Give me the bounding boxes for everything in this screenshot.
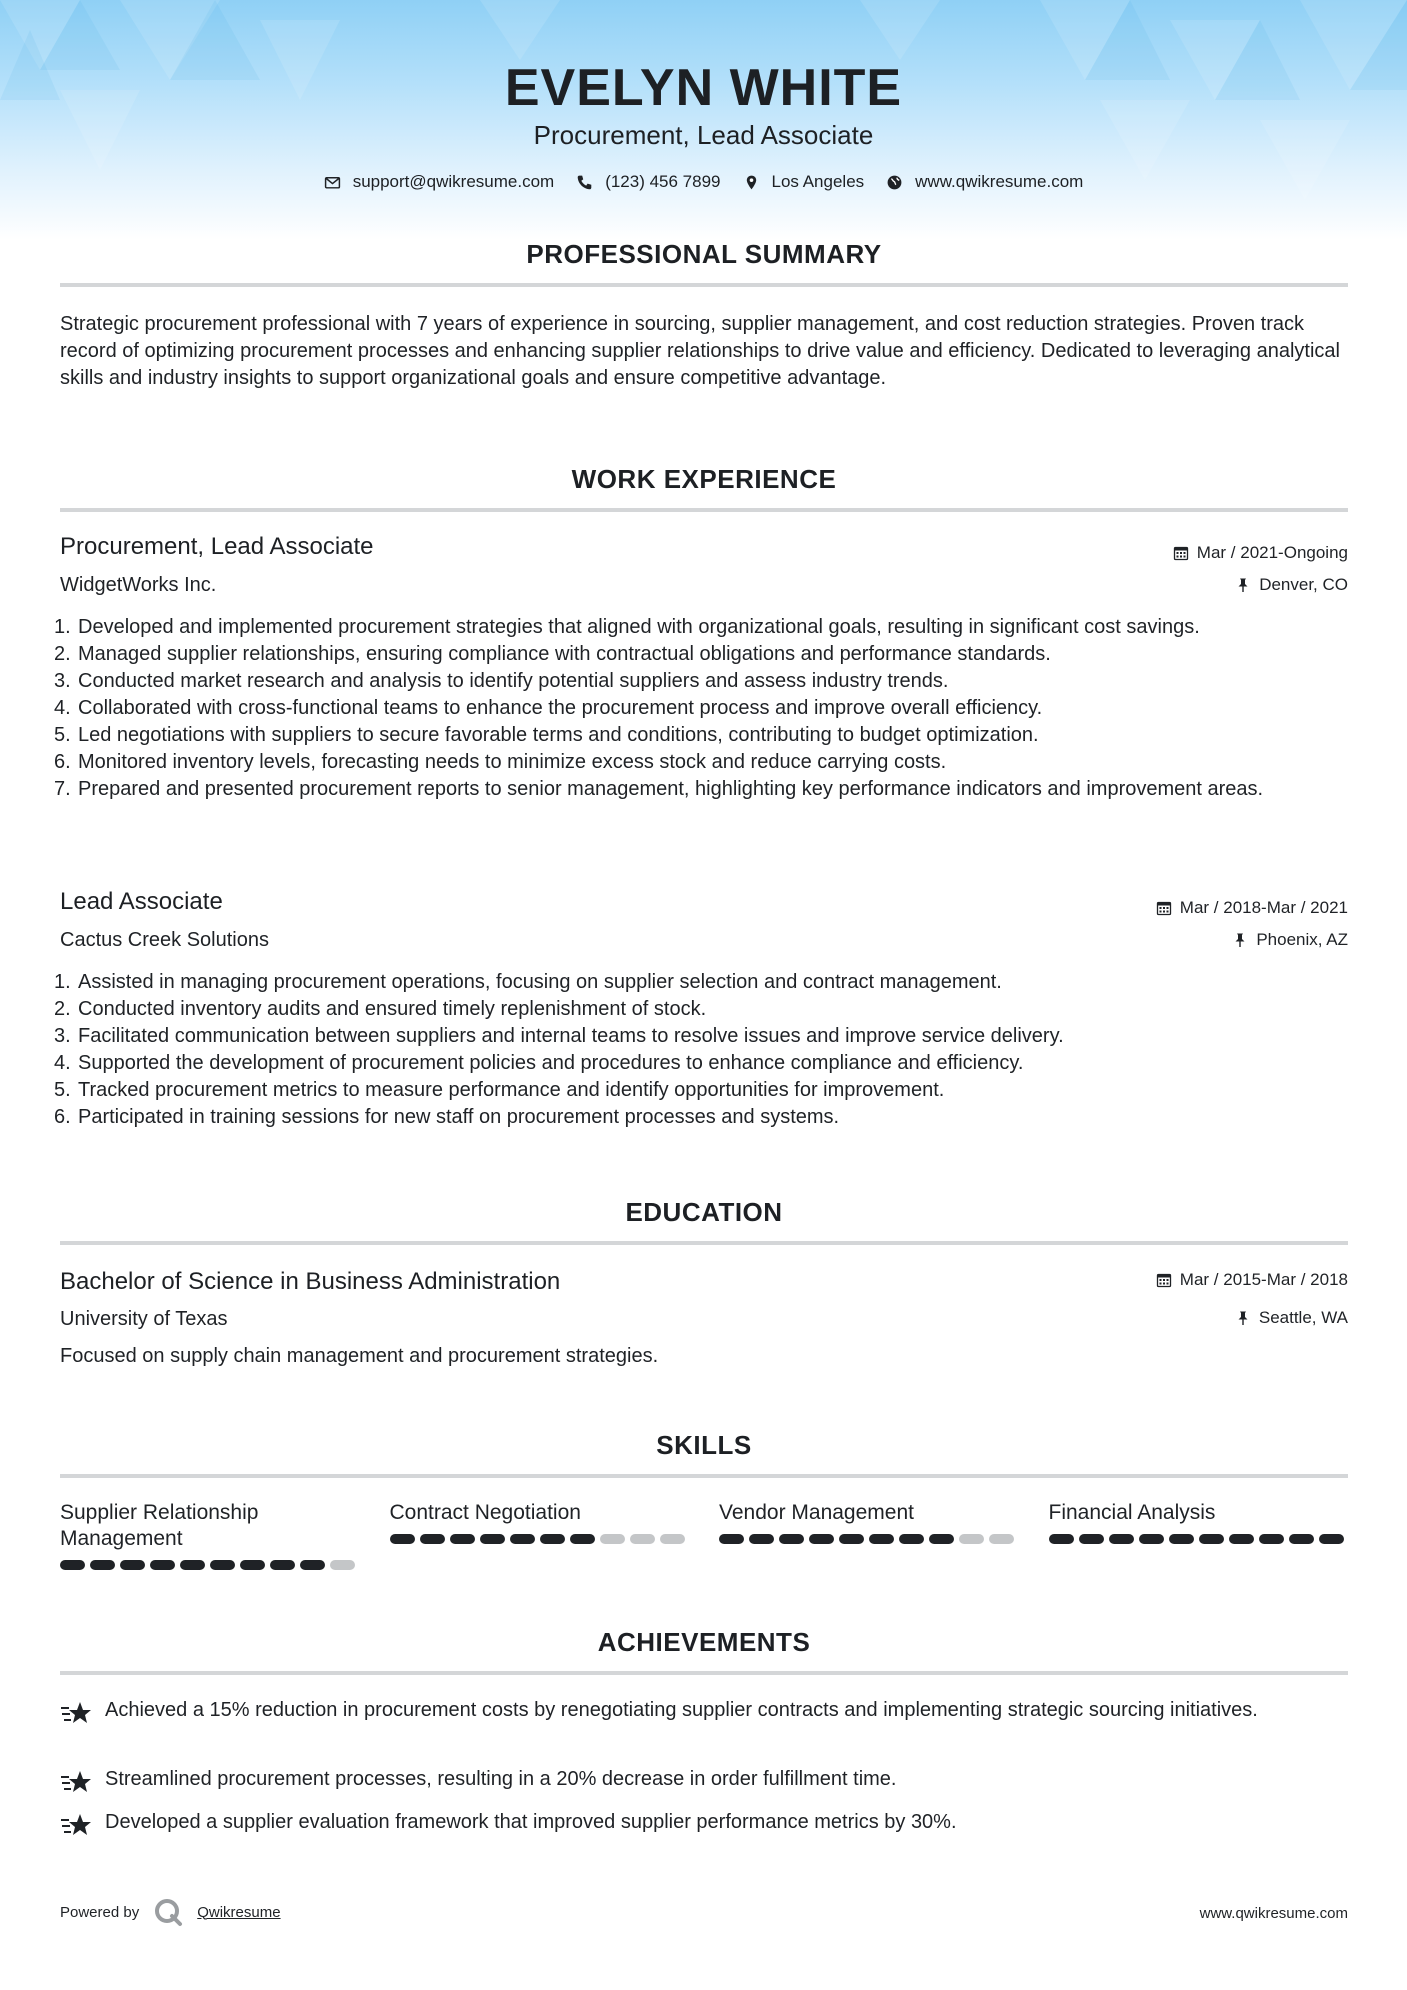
list-item: 6. Participated in training sessions for new staff on procurement processes and systems. bbox=[54, 1106, 840, 1128]
skill-name: Vendor Management bbox=[719, 1501, 914, 1524]
education-dates-text: Mar / 2015-Mar / 2018 bbox=[1179, 1270, 1348, 1289]
skill-segment-filled bbox=[390, 1534, 415, 1544]
candidate-name: EVELYN WHITE bbox=[504, 59, 903, 117]
summary-text: Strategic procurement professional with 7 years of experience in sourcing, supplier management, and cost reduction strategies. Proven track record of optimizing procurement processes and enhancing supplier relationships to drive value and efficiency. Dedicated to leveraging analytical skills and industry insights to support organizational goals and ensure competitive advantage. bbox=[60, 313, 1340, 389]
skill-segment-filled bbox=[570, 1534, 595, 1544]
skill-segment-filled bbox=[540, 1534, 565, 1544]
skill-segment-filled bbox=[749, 1534, 774, 1544]
skill-segment-filled bbox=[1199, 1534, 1224, 1544]
stars-icon bbox=[60, 1767, 94, 1797]
skill-segment-filled bbox=[510, 1534, 535, 1544]
contact-email[interactable] bbox=[324, 172, 555, 192]
list-item: 5. Tracked procurement metrics to measure performance and identify opportunities for improvement. bbox=[54, 1079, 945, 1101]
degree-title: Bachelor of Science in Business Administration bbox=[60, 1268, 561, 1295]
skills-heading: SKILLS bbox=[656, 1430, 752, 1460]
achievement-text: Achieved a 15% reduction in procurement costs by renegotiating supplier contracts and implementing strategic sourcing initiatives. bbox=[105, 1699, 1258, 1721]
education-note: Focused on supply chain management and procurement strategies. bbox=[60, 1345, 659, 1367]
contact-website[interactable] bbox=[886, 172, 1083, 192]
list-item: 4. Supported the development of procurement policies and procedures to enhance compliance and efficiency. bbox=[54, 1052, 1024, 1074]
achievements-divider bbox=[60, 1671, 1348, 1675]
skill-segment-filled bbox=[1319, 1534, 1344, 1544]
school-name: University of Texas bbox=[60, 1308, 228, 1330]
list-item: 7. Prepared and presented procurement reports to senior management, highlighting key performance indicators and improvement areas. bbox=[54, 778, 1264, 800]
skill-segment-filled bbox=[480, 1534, 505, 1544]
skill-segment-empty bbox=[600, 1534, 625, 1544]
skill-segment-filled bbox=[869, 1534, 894, 1544]
skill-segment-filled bbox=[839, 1534, 864, 1544]
job-location bbox=[1232, 930, 1348, 950]
contact-bar bbox=[0, 172, 1407, 192]
job-dates-text: Mar / 2021-Ongoing bbox=[1196, 543, 1348, 562]
skill-name: Supplier Relationship Management bbox=[60, 1501, 259, 1550]
summary-heading: PROFESSIONAL SUMMARY bbox=[526, 239, 882, 269]
skill-item bbox=[719, 1500, 1019, 1570]
skill-segment-filled bbox=[809, 1534, 834, 1544]
skill-segment-filled bbox=[1049, 1534, 1074, 1544]
skills-grid bbox=[60, 1500, 1348, 1570]
list-item: 6. Monitored inventory levels, forecasting needs to minimize excess stock and reduce carrying costs. bbox=[54, 751, 947, 773]
summary-divider bbox=[60, 283, 1348, 287]
skill-segment-empty bbox=[959, 1534, 984, 1544]
skill-segment-filled bbox=[210, 1560, 235, 1570]
skill-segment-empty bbox=[660, 1534, 685, 1544]
skill-segment-filled bbox=[1079, 1534, 1104, 1544]
list-item: 5. Led negotiations with suppliers to secure favorable terms and conditions, contributing to budget optimization. bbox=[54, 724, 1039, 746]
achievement-item bbox=[60, 1697, 1348, 1728]
skill-segment-filled bbox=[1289, 1534, 1314, 1544]
skill-segment-filled bbox=[240, 1560, 265, 1570]
calendar-icon bbox=[1173, 545, 1189, 561]
footer-website[interactable]: www.qwikresume.com bbox=[1199, 1905, 1348, 1922]
skill-segment-filled bbox=[899, 1534, 924, 1544]
skill-segment-filled bbox=[300, 1560, 325, 1570]
skill-segment-empty bbox=[989, 1534, 1014, 1544]
job-bullets bbox=[54, 614, 1348, 803]
education-location-text: Seattle, WA bbox=[1258, 1308, 1348, 1327]
job-dates-text: Mar / 2018-Mar / 2021 bbox=[1179, 898, 1348, 917]
skill-item bbox=[60, 1500, 360, 1570]
achievement-item bbox=[60, 1809, 1348, 1840]
achievement-text: Developed a supplier evaluation framework that improved supplier performance metrics by 30%. bbox=[105, 1811, 957, 1833]
achievement-text: Streamlined procurement processes, resulting in a 20% decrease in order fulfillment time. bbox=[105, 1768, 897, 1790]
qwikresume-link[interactable]: Qwikresume bbox=[197, 1903, 281, 1921]
skill-segment-filled bbox=[270, 1560, 295, 1570]
skill-segment-filled bbox=[1259, 1534, 1284, 1544]
education-location bbox=[1235, 1308, 1348, 1328]
skill-segment-filled bbox=[150, 1560, 175, 1570]
skill-segment-filled bbox=[719, 1534, 744, 1544]
skill-level-bar bbox=[60, 1560, 360, 1570]
contact-phone-text: (123) 456 7899 bbox=[605, 172, 721, 191]
job-company: Cactus Creek Solutions bbox=[60, 929, 269, 951]
map-pin-icon bbox=[743, 174, 760, 191]
skill-segment-filled bbox=[60, 1560, 85, 1570]
candidate-role: Procurement, Lead Associate bbox=[533, 120, 874, 150]
skill-segment-filled bbox=[90, 1560, 115, 1570]
list-item: 1. Assisted in managing procurement operations, focusing on supplier selection and contract management. bbox=[54, 971, 1002, 993]
job-location-text: Denver, CO bbox=[1259, 575, 1348, 594]
pushpin-icon bbox=[1235, 577, 1251, 593]
list-item: 3. Conducted market research and analysis to identify potential suppliers and assess industry trends. bbox=[54, 670, 949, 692]
calendar-icon bbox=[1156, 900, 1172, 916]
skill-segment-filled bbox=[450, 1534, 475, 1544]
pushpin-icon bbox=[1232, 932, 1248, 948]
skill-segment-filled bbox=[1229, 1534, 1254, 1544]
globe-icon bbox=[886, 174, 903, 191]
stars-icon bbox=[60, 1810, 94, 1840]
skill-segment-filled bbox=[1109, 1534, 1134, 1544]
skill-segment-filled bbox=[180, 1560, 205, 1570]
list-item: 2. Managed supplier relationships, ensuring compliance with contractual obligations and performance standards. bbox=[54, 643, 1051, 665]
job-bullets bbox=[54, 969, 1348, 1131]
skill-segment-filled bbox=[120, 1560, 145, 1570]
achievements-heading: ACHIEVEMENTS bbox=[597, 1627, 811, 1657]
job-title: Procurement, Lead Associate bbox=[60, 533, 374, 560]
job-dates bbox=[1173, 543, 1348, 563]
qwikresume-logo-icon bbox=[153, 1897, 183, 1927]
footer-powered-by bbox=[60, 1897, 281, 1927]
list-item: 2. Conducted inventory audits and ensured timely replenishment of stock. bbox=[54, 998, 707, 1020]
experience-divider bbox=[60, 508, 1348, 512]
powered-by-label: Powered by bbox=[60, 1903, 140, 1921]
skill-level-bar bbox=[1049, 1534, 1349, 1544]
contact-email-text: support@qwikresume.com bbox=[352, 172, 555, 191]
stars-icon bbox=[60, 1698, 94, 1728]
pushpin-icon bbox=[1235, 1310, 1251, 1326]
job-dates bbox=[1156, 898, 1348, 918]
skill-segment-filled bbox=[929, 1534, 954, 1544]
list-item: 1. Developed and implemented procurement strategies that aligned with organizational goals, resulting in significant cost savings. bbox=[54, 616, 1200, 638]
education-dates bbox=[1156, 1270, 1348, 1290]
phone-icon bbox=[576, 174, 593, 191]
job-title: Lead Associate bbox=[60, 888, 223, 915]
contact-phone[interactable] bbox=[576, 172, 720, 192]
calendar-icon bbox=[1156, 1272, 1172, 1288]
contact-location-text: Los Angeles bbox=[771, 172, 865, 191]
achievement-item bbox=[60, 1766, 1348, 1797]
skill-level-bar bbox=[390, 1534, 690, 1544]
skill-segment-empty bbox=[630, 1534, 655, 1544]
job-location-text: Phoenix, AZ bbox=[1256, 930, 1348, 949]
skill-item bbox=[1049, 1500, 1349, 1570]
list-item: 3. Facilitated communication between suppliers and internal teams to resolve issues and improve service delivery. bbox=[54, 1025, 1064, 1047]
envelope-icon bbox=[324, 174, 341, 191]
skill-segment-filled bbox=[420, 1534, 445, 1544]
skill-level-bar bbox=[719, 1534, 1019, 1544]
skills-divider bbox=[60, 1474, 1348, 1478]
contact-website-text: www.qwikresume.com bbox=[915, 172, 1084, 191]
education-divider bbox=[60, 1241, 1348, 1245]
skill-segment-filled bbox=[1139, 1534, 1164, 1544]
education-heading: EDUCATION bbox=[625, 1197, 783, 1227]
contact-location bbox=[743, 172, 865, 192]
skill-item bbox=[390, 1500, 690, 1570]
job-company: WidgetWorks Inc. bbox=[60, 574, 217, 596]
experience-heading: WORK EXPERIENCE bbox=[571, 464, 837, 494]
list-item: 4. Collaborated with cross-functional teams to enhance the procurement process and improve overall efficiency. bbox=[54, 697, 1043, 719]
skill-segment-filled bbox=[779, 1534, 804, 1544]
skill-name: Contract Negotiation bbox=[389, 1501, 581, 1524]
skill-segment-filled bbox=[1169, 1534, 1194, 1544]
skill-name: Financial Analysis bbox=[1048, 1501, 1216, 1524]
skill-segment-empty bbox=[330, 1560, 355, 1570]
job-location bbox=[1235, 575, 1348, 595]
